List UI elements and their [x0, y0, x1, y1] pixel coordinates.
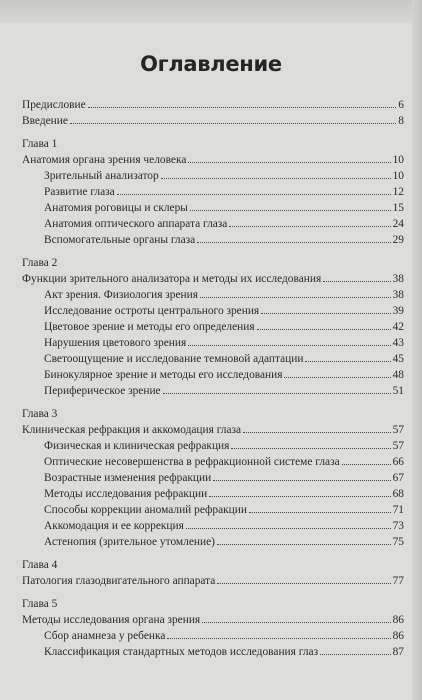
toc-entry-page: 43 [392, 337, 404, 349]
chapter-title [22, 150, 404, 166]
toc-entry-label: Аккомодация и ее коррекция [44, 520, 184, 532]
dot-leader [163, 393, 391, 394]
toc-entry-page: 48 [392, 369, 404, 381]
dot-leader [284, 377, 390, 378]
chapter-title [22, 571, 404, 587]
toc-entry-page: 24 [392, 218, 404, 230]
toc-entry-label: Введение [22, 115, 68, 127]
toc-entry-label: Клиническая рефракция и аккомодация глаза [22, 424, 242, 436]
toc-subentry [22, 333, 404, 349]
toc-entry-label: Акт зрения. Физиология зрения [44, 289, 198, 301]
toc-subentry [22, 516, 404, 532]
dot-leader [190, 210, 391, 211]
toc-entry-page: 6 [398, 99, 404, 111]
dot-leader [209, 496, 390, 497]
toc-entry-page: 73 [392, 520, 404, 532]
toc-subentry [22, 642, 404, 658]
toc-entry-page: 87 [392, 646, 404, 658]
toc-entry-label: Анатомия органа зрения человека [22, 154, 187, 166]
toc-entry-page: 86 [392, 630, 404, 642]
chapter-title [22, 269, 404, 285]
toc-subentry [22, 468, 404, 484]
toc-entry-label: Вспомогательные органы глаза [44, 234, 196, 246]
toc-subentry [22, 301, 404, 317]
dot-leader [229, 226, 390, 227]
chapter-heading: Глава 3 [22, 408, 58, 420]
dot-leader [231, 448, 390, 449]
toc-entry-page: 71 [392, 504, 404, 516]
toc-subentry [22, 349, 404, 365]
toc-entry-page: 38 [392, 289, 404, 301]
toc-entry-label: Нарушения цветового зрения [44, 337, 187, 349]
toc-entry-page: 66 [392, 456, 404, 468]
toc-entry-label: Цветовое зрение и методы его определения [44, 321, 255, 333]
toc-subentry [22, 381, 404, 397]
toc-entry-page: 77 [392, 575, 404, 587]
toc-entry-page: 45 [392, 353, 404, 365]
toc-subentry [22, 626, 404, 642]
toc-entry-page: 10 [392, 170, 404, 182]
dot-leader [88, 107, 397, 108]
toc-entry-page: 38 [392, 273, 404, 285]
toc-entry-label: Оптические несовершенства в рефракционной системе глаза [44, 456, 340, 468]
toc-entry-page: 67 [392, 472, 404, 484]
toc-entry-label: Возрастные изменения рефракции [44, 472, 212, 484]
toc-entry-label: Астенопия (зрительное утомление) [44, 536, 215, 548]
toc-entry-label: Методы исследования органа зрения [22, 614, 201, 626]
dot-leader [188, 345, 390, 346]
toc-entry-page: 29 [392, 234, 404, 246]
toc-entry-label: Классификация стандартных методов исследования глаз [44, 646, 319, 658]
dot-leader [117, 194, 391, 195]
toc-entry-preface [22, 95, 404, 111]
dot-leader [161, 178, 391, 179]
toc-entry-label: Физическая и клиническая рефракция [44, 440, 230, 452]
dot-leader [342, 464, 391, 465]
dot-leader [305, 361, 390, 362]
toc-entry-label: Светоощущение и исследование темновой адаптации [44, 353, 304, 365]
toc-subentry [22, 317, 404, 333]
dot-leader [167, 638, 390, 639]
chapter-heading: Глава 5 [22, 598, 58, 610]
toc-subentry [22, 166, 404, 182]
toc-entry-page: 51 [392, 385, 404, 397]
dot-leader [320, 654, 391, 655]
dot-leader [197, 242, 390, 243]
toc-entry-label: Функции зрительного анализатора и методы их исследования [22, 273, 322, 285]
toc-subentry [22, 484, 404, 500]
dot-leader [261, 313, 390, 314]
toc-entry-label: Патология глазодвигательного аппарата [22, 575, 216, 587]
toc-subentry [22, 230, 404, 246]
page-title: Оглавление [140, 52, 282, 76]
dot-leader [257, 329, 391, 330]
chapter-heading: Глава 4 [22, 559, 58, 571]
toc-subentry [22, 285, 404, 301]
dot-leader [200, 297, 391, 298]
dot-leader [217, 544, 391, 545]
dot-leader [70, 123, 396, 124]
toc-entry-label: Анатомия роговицы и склеры [44, 202, 188, 214]
page-top-shadow [0, 0, 422, 22]
toc-subentry [22, 500, 404, 516]
dot-leader [217, 583, 390, 584]
toc-entry-page: 57 [392, 440, 404, 452]
toc-entry-page: 8 [398, 115, 404, 127]
chapter-title [22, 610, 404, 626]
toc-subentry [22, 452, 404, 468]
toc-entry-page: 86 [392, 614, 404, 626]
dot-leader [323, 281, 390, 282]
chapter-title [22, 420, 404, 436]
chapter-heading: Глава 2 [22, 257, 58, 269]
toc-entry-page: 57 [392, 424, 404, 436]
toc-subentry [22, 532, 404, 548]
toc-entry-page: 68 [392, 488, 404, 500]
toc-entry-page: 15 [392, 202, 404, 214]
toc-entry-label: Бинокулярное зрение и методы его исследования [44, 369, 283, 381]
toc-entry-label: Анатомия оптического аппарата глаза [44, 218, 228, 230]
chapter-heading: Глава 1 [22, 138, 58, 150]
toc-subentry [22, 214, 404, 230]
toc-entry-page: 10 [392, 154, 404, 166]
page-edge-shadow [412, 0, 422, 700]
dot-leader [202, 622, 390, 623]
table-of-contents [22, 95, 404, 658]
dot-leader [249, 512, 391, 513]
toc-entry-page: 39 [392, 305, 404, 317]
toc-entry-label: Предисловие [22, 99, 86, 111]
toc-subentry [22, 365, 404, 381]
toc-entry-label: Способы коррекции аномалий рефракции [44, 504, 247, 516]
toc-entry-page: 75 [392, 536, 404, 548]
dot-leader [188, 162, 390, 163]
dot-leader [213, 480, 390, 481]
toc-subentry [22, 198, 404, 214]
toc-entry-label: Методы исследования рефракции [44, 488, 208, 500]
toc-entry-label: Сбор анамнеза у ребенка [44, 630, 166, 642]
toc-subentry [22, 436, 404, 452]
toc-entry-label: Периферическое зрение [44, 385, 161, 397]
dot-leader [186, 528, 391, 529]
toc-subentry [22, 182, 404, 198]
dot-leader [243, 432, 391, 433]
toc-entry-label: Зрительный анализатор [44, 170, 159, 182]
toc-entry-label: Исследование остроты центрального зрения [44, 305, 260, 317]
toc-entry-introduction [22, 111, 404, 127]
toc-entry-page: 42 [392, 321, 404, 333]
toc-entry-page: 12 [392, 186, 404, 198]
toc-entry-label: Развитие глаза [44, 186, 115, 198]
